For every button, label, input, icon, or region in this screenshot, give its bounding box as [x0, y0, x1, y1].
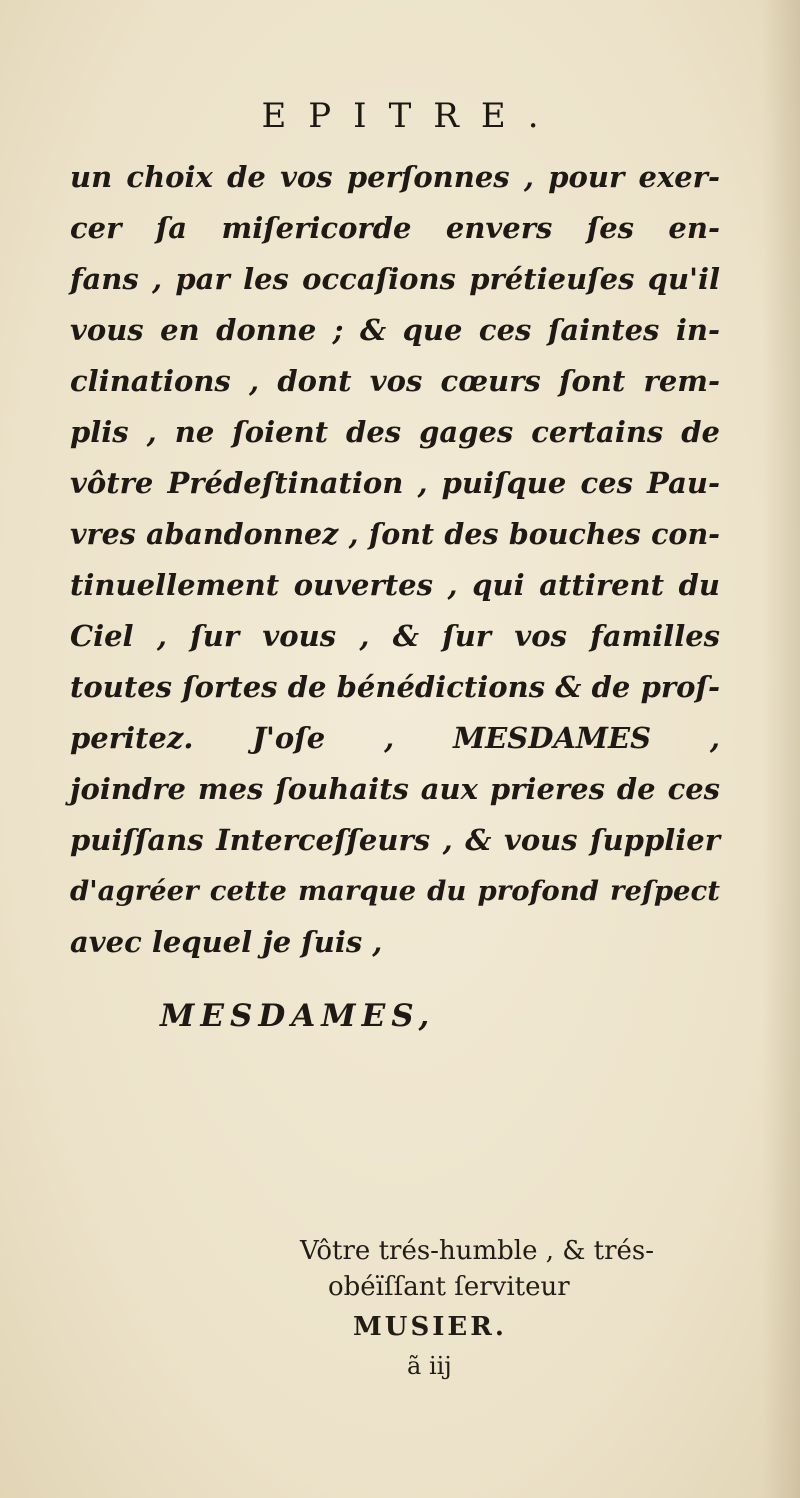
text-line: joindre mes ſouhaits aux prieres de ces — [70, 772, 720, 806]
page-header: EPITRE. — [261, 96, 561, 136]
salutation: MESDAMES, — [160, 998, 436, 1034]
text-line: toutes ſortes de bénédictions & de proſ- — [70, 670, 720, 704]
text-line: Ciel , ſur vous , & ſur vos familles — [70, 619, 720, 653]
text-line: vous en donne ; & que ces ſaintes in- — [70, 313, 720, 347]
closing-line: obéïſſant ſerviteur — [328, 1272, 570, 1302]
text-line: avec lequel je ſuis , — [70, 925, 383, 959]
text-line: puiſſans Interceſſeurs , & vous ſupplier — [70, 823, 720, 857]
text-line: peritez. J'oſe , MESDAMES , — [70, 721, 720, 755]
text-line: un choix de vos perſonnes , pour exer- — [70, 160, 720, 194]
author-name: MUSIER. — [353, 1312, 507, 1342]
text-line: tinuellement ouvertes , qui attirent du — [70, 568, 720, 602]
text-line: vres abandonnez , ſont des bouches con- — [70, 517, 720, 551]
text-line: fans , par les occaſions prétieuſes qu'il — [70, 262, 720, 296]
closing-line: Vôtre trés-humble , & trés- — [300, 1236, 655, 1266]
text-line: plis , ne ſoient des gages certains de — [70, 415, 720, 449]
text-line: cer ſa miſericorde envers ſes en- — [70, 211, 720, 245]
epistle-body — [70, 152, 720, 968]
text-line: clinations , dont vos cœurs ſont rem- — [70, 364, 720, 398]
text-line: d'agréer cette marque du profond reſpect — [70, 875, 720, 907]
text-line: vôtre Prédeſtination , puiſque ces Pau- — [70, 466, 720, 500]
page-edge-shadow — [762, 0, 800, 1498]
signature-mark: ã iij — [407, 1352, 452, 1380]
